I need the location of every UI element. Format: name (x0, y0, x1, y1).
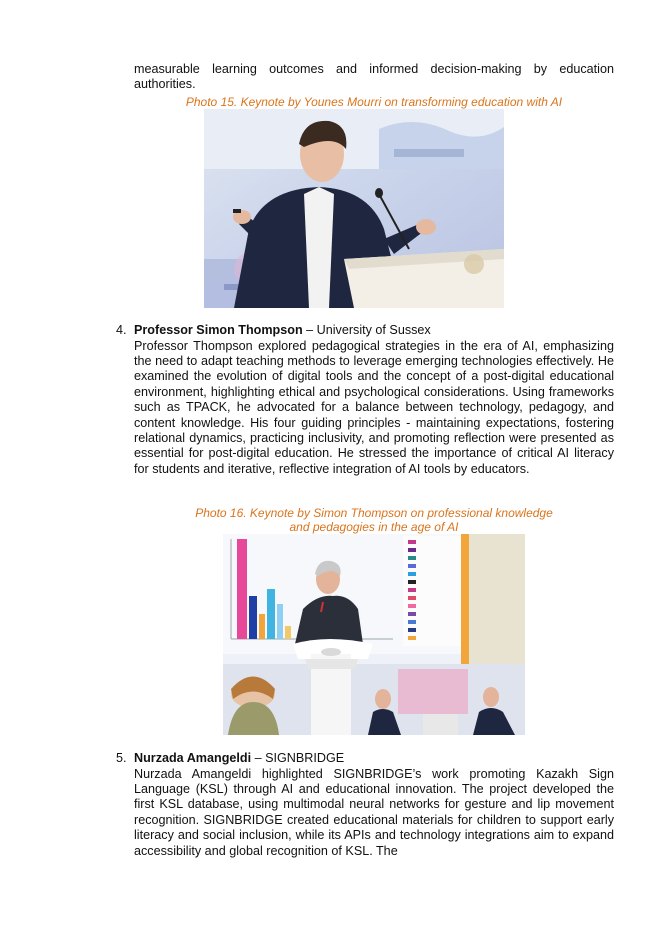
photo-15-caption: Photo 15. Keynote by Younes Mourri on transforming education with AI (185, 95, 563, 109)
item-5-heading (134, 751, 614, 766)
item-5-affiliation: – SIGNBRIDGE (251, 751, 345, 765)
item-4-heading (134, 323, 614, 338)
item-4-body: Professor Thompson explored pedagogical strategies in the era of AI, emphasizing the need to adapt teaching methods to leverage emerging technologies effectively. He examined the evolution of digital tools and the concept of a post-digital educational environment, highlighting ethical and psychological considerations. Using frameworks such as TPACK, he advocated for a balance between technology, pedagogy, and content knowledge. His four guiding principles - maintaining expectations, fostering relational dynamics, practicing inclusivity, and promoting reflection were presented as essential for post-digital education. He stressed the importance of critical AI literacy for students and iterative, reflective integration of AI tools by educators. (134, 338, 614, 476)
item-5-name: Nurzada Amangeldi (134, 751, 252, 765)
intro-paragraph: measurable learning outcomes and informed decision-making by education authorities. (134, 62, 614, 92)
photo-16-caption-line-1: Photo 16. Keynote by Simon Thompson on professional knowledge (195, 506, 553, 520)
item-4-affiliation: – University of Sussex (302, 323, 431, 337)
item-4-name: Professor Simon Thompson (134, 323, 303, 337)
photo-15-keynote-speaker (204, 109, 504, 308)
item-5-body: Nurzada Amangeldi highlighted SIGNBRIDGE’s work promoting Kazakh Sign Language (KSL) through AI and educational innovation. The project developed the first KSL database, using multimodal neural networks for gesture and lip movement recognition. SIGNBRIDGE created educational materials for children to support early literacy and social inclusion, while its APIs and technology integrations aim to expand accessibility and global recognition of KSL. The (134, 766, 614, 858)
photo-16-caption-line-2: and pedagogies in the age of AI (289, 520, 459, 534)
photo-16-keynote-speaker (223, 534, 525, 735)
item-5-number: 5. (116, 751, 127, 765)
item-4-number: 4. (116, 323, 127, 337)
